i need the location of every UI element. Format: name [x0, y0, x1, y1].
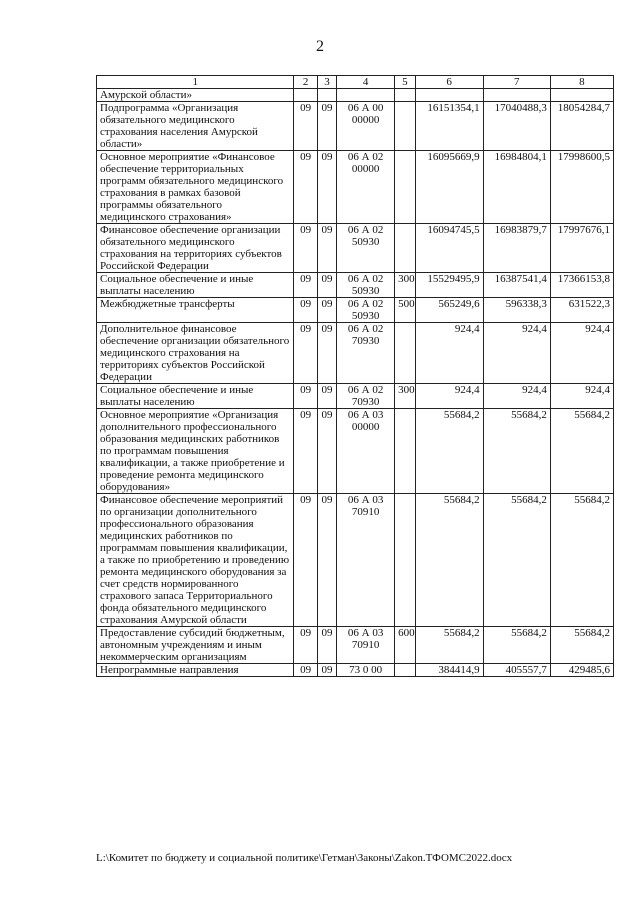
table-row	[97, 664, 614, 677]
cell-amount-col6: 924,4	[415, 384, 483, 409]
cell-subsection: 09	[317, 384, 336, 409]
cell-amount-col6: 924,4	[415, 323, 483, 384]
table-row	[97, 384, 614, 409]
cell-amount-col7: 16984804,1	[483, 151, 550, 224]
cell-target-article: 06 А 02 70930	[337, 323, 395, 384]
table-row	[97, 409, 614, 494]
table-row	[97, 224, 614, 273]
table-header-row	[97, 76, 614, 89]
cell-name: Основное мероприятие «Финансовое обеспечение территориальных программ обязательного медицинского страхования в рамках базовой программы обязательного медицинского страхования»	[97, 151, 294, 224]
cell-section: 09	[294, 298, 317, 323]
cell-amount-col8: 631522,3	[550, 298, 613, 323]
cell-section: 09	[294, 273, 317, 298]
cell-expense-type	[395, 89, 415, 102]
column-header-5: 5	[395, 76, 415, 89]
cell-section: 09	[294, 384, 317, 409]
table-row	[97, 151, 614, 224]
cell-amount-col6: 16094745,5	[415, 224, 483, 273]
cell-amount-col6: 16095669,9	[415, 151, 483, 224]
cell-subsection: 09	[317, 224, 336, 273]
cell-subsection	[317, 89, 336, 102]
cell-subsection: 09	[317, 273, 336, 298]
cell-section: 09	[294, 627, 317, 664]
cell-amount-col6	[415, 89, 483, 102]
cell-subsection: 09	[317, 323, 336, 384]
cell-target-article: 06 А 02 50930	[337, 273, 395, 298]
cell-amount-col8: 17998600,5	[550, 151, 613, 224]
cell-amount-col8: 429485,6	[550, 664, 613, 677]
column-header-8: 8	[550, 76, 613, 89]
cell-amount-col7: 55684,2	[483, 409, 550, 494]
cell-expense-type	[395, 102, 415, 151]
cell-section: 09	[294, 664, 317, 677]
cell-target-article: 06 А 02 50930	[337, 298, 395, 323]
cell-target-article: 06 А 02 50930	[337, 224, 395, 273]
cell-subsection: 09	[317, 151, 336, 224]
cell-subsection: 09	[317, 664, 336, 677]
cell-amount-col7: 405557,7	[483, 664, 550, 677]
cell-amount-col6: 16151354,1	[415, 102, 483, 151]
cell-target-article: 06 А 02 00000	[337, 151, 395, 224]
cell-amount-col6: 55684,2	[415, 627, 483, 664]
cell-target-article: 06 А 03 70910	[337, 627, 395, 664]
cell-amount-col8: 55684,2	[550, 494, 613, 627]
cell-expense-type	[395, 224, 415, 273]
cell-name: Социальное обеспечение и иные выплаты населению	[97, 273, 294, 298]
cell-amount-col7: 55684,2	[483, 494, 550, 627]
table-row	[97, 102, 614, 151]
cell-amount-col7: 17040488,3	[483, 102, 550, 151]
cell-amount-col7: 16387541,4	[483, 273, 550, 298]
table-row	[97, 323, 614, 384]
cell-target-article: 06 А 00 00000	[337, 102, 395, 151]
table-row	[97, 298, 614, 323]
cell-expense-type	[395, 409, 415, 494]
file-path-footer: L:\Комитет по бюджету и социальной политике\Гетман\Законы\Zakon.ТФОМС2022.docx	[96, 852, 513, 864]
cell-section: 09	[294, 494, 317, 627]
cell-subsection: 09	[317, 298, 336, 323]
column-header-2: 2	[294, 76, 317, 89]
cell-section: 09	[294, 102, 317, 151]
cell-expense-type	[395, 664, 415, 677]
table-row	[97, 494, 614, 627]
cell-name: Амурской области»	[97, 89, 294, 102]
cell-target-article	[337, 89, 395, 102]
cell-expense-type	[395, 323, 415, 384]
cell-target-article: 73 0 00	[337, 664, 395, 677]
page-number: 2	[316, 38, 324, 55]
cell-expense-type	[395, 494, 415, 627]
cell-expense-type: 500	[395, 298, 415, 323]
column-header-1: 1	[97, 76, 294, 89]
cell-amount-col6: 55684,2	[415, 494, 483, 627]
cell-name: Основное мероприятие «Организация дополнительного профессионального образования медицинских работников по программам повышения квалификации, а также приобретение и проведение ремонта медицинского оборудования»	[97, 409, 294, 494]
cell-amount-col6: 15529495,9	[415, 273, 483, 298]
cell-amount-col7: 596338,3	[483, 298, 550, 323]
cell-expense-type: 600	[395, 627, 415, 664]
cell-section: 09	[294, 323, 317, 384]
cell-subsection: 09	[317, 494, 336, 627]
cell-amount-col7: 924,4	[483, 384, 550, 409]
cell-name: Социальное обеспечение и иные выплаты населению	[97, 384, 294, 409]
table-row	[97, 273, 614, 298]
cell-section: 09	[294, 151, 317, 224]
cell-subsection: 09	[317, 102, 336, 151]
cell-section: 09	[294, 409, 317, 494]
cell-target-article: 06 А 02 70930	[337, 384, 395, 409]
cell-name: Предоставление субсидий бюджетным, автономным учреждениям и иным некоммерческим организациям	[97, 627, 294, 664]
cell-amount-col7: 16983879,7	[483, 224, 550, 273]
cell-name: Подпрограмма «Организация обязательного медицинского страхования населения Амурской области»	[97, 102, 294, 151]
cell-subsection: 09	[317, 409, 336, 494]
cell-name: Непрограммные направления	[97, 664, 294, 677]
cell-amount-col8: 924,4	[550, 384, 613, 409]
table-row	[97, 89, 614, 102]
column-header-3: 3	[317, 76, 336, 89]
cell-name: Финансовое обеспечение организации обязательного медицинского страхования на территориях субъектов Российской Федерации	[97, 224, 294, 273]
cell-amount-col8: 17997676,1	[550, 224, 613, 273]
cell-amount-col7: 55684,2	[483, 627, 550, 664]
cell-expense-type: 300	[395, 384, 415, 409]
cell-expense-type: 300	[395, 273, 415, 298]
cell-target-article: 06 А 03 00000	[337, 409, 395, 494]
cell-amount-col8: 924,4	[550, 323, 613, 384]
budget-table	[96, 75, 614, 677]
cell-amount-col6: 55684,2	[415, 409, 483, 494]
cell-name: Межбюджетные трансферты	[97, 298, 294, 323]
cell-amount-col8	[550, 89, 613, 102]
cell-target-article: 06 А 03 70910	[337, 494, 395, 627]
cell-section	[294, 89, 317, 102]
cell-amount-col7	[483, 89, 550, 102]
table-row	[97, 627, 614, 664]
cell-amount-col8: 18054284,7	[550, 102, 613, 151]
cell-subsection: 09	[317, 627, 336, 664]
cell-expense-type	[395, 151, 415, 224]
cell-name: Дополнительное финансовое обеспечение организации обязательного медицинского страхования на территориях субъектов Российской Федерации	[97, 323, 294, 384]
column-header-7: 7	[483, 76, 550, 89]
column-header-4: 4	[337, 76, 395, 89]
cell-amount-col8: 55684,2	[550, 409, 613, 494]
cell-amount-col8: 17366153,8	[550, 273, 613, 298]
cell-section: 09	[294, 224, 317, 273]
cell-name: Финансовое обеспечение мероприятий по организации дополнительного профессионального образования медицинских работников по программам повышения квалификации, а также по приобретению и проведению ремонта медицинского оборудования за счет средств нормированного страхового запаса Территориального фонда обязательного медицинского страхования Амурской области	[97, 494, 294, 627]
cell-amount-col7: 924,4	[483, 323, 550, 384]
column-header-6: 6	[415, 76, 483, 89]
cell-amount-col6: 384414,9	[415, 664, 483, 677]
cell-amount-col6: 565249,6	[415, 298, 483, 323]
cell-amount-col8: 55684,2	[550, 627, 613, 664]
